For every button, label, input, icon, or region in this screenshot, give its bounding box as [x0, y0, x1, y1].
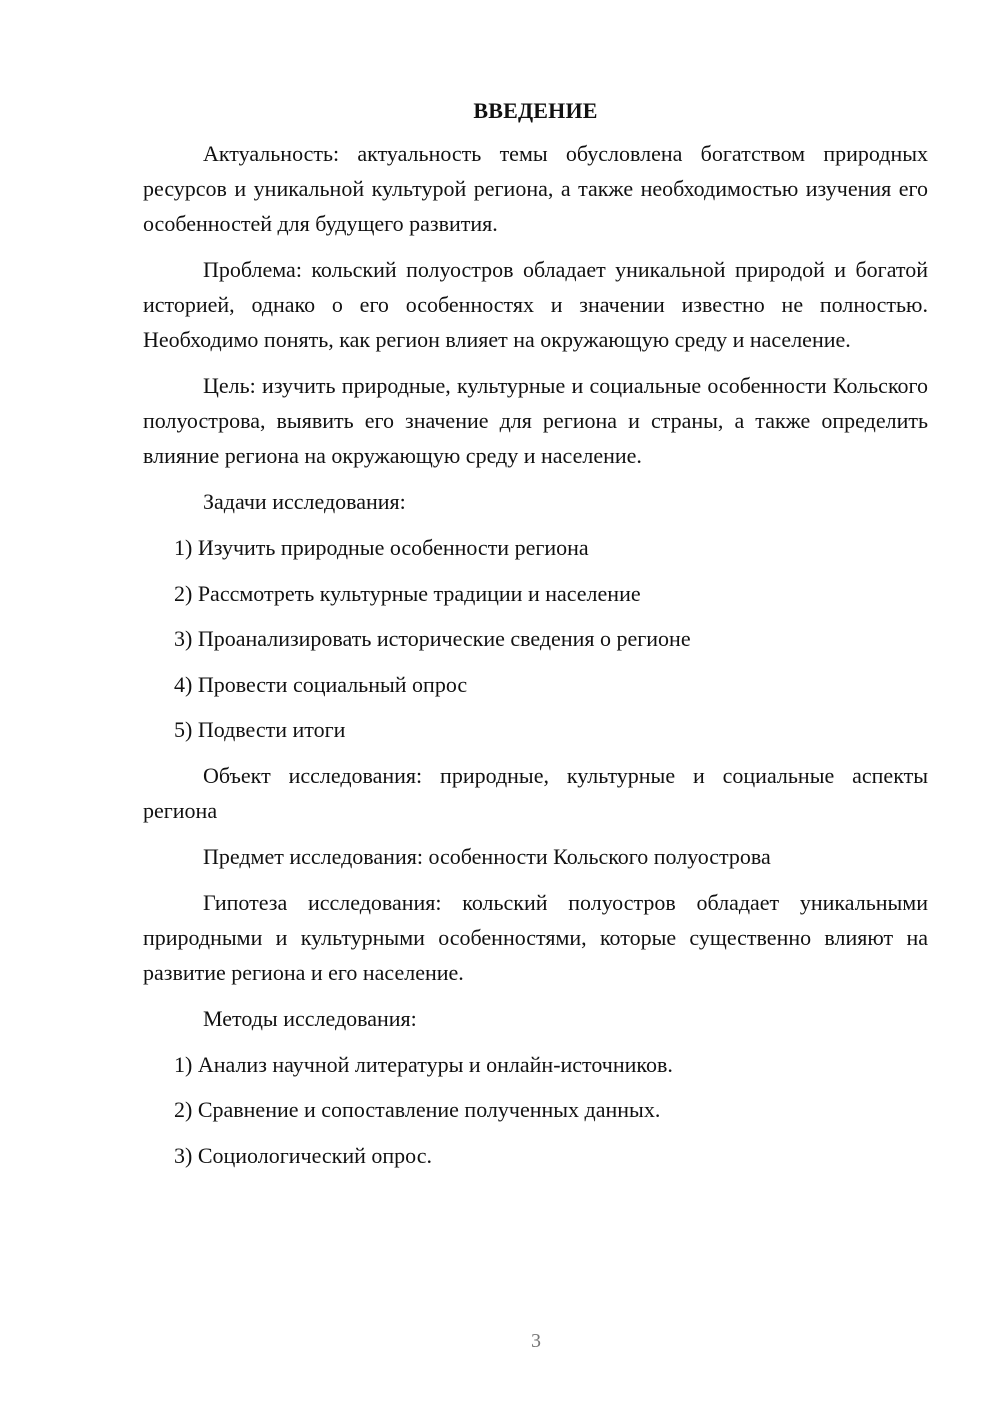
list-item: 1) Анализ научной литературы и онлайн-источников. [174, 1051, 673, 1077]
problem-paragraph: Проблема: кольский полуостров обладает уникальной природой и богатой историей, однако о его особенностях и значении известно не полностью. Необходимо понять, как регион влияет на окружающую среду и население. [143, 257, 928, 352]
methods-list [143, 1047, 928, 1173]
list-item: 1) Изучить природные особенности региона [174, 535, 589, 560]
goal-paragraph: Цель: изучить природные, культурные и социальные особенности Кольского полуострова, выявить его значение для региона и страны, а также определить влияние региона на окружающую среду и население. [143, 373, 928, 468]
list-item: 3) Проанализировать исторические сведения о регионе [174, 626, 691, 651]
list-item: 4) Провести социальный опрос [174, 671, 468, 697]
section-title: ВВЕДЕНИЕ [473, 98, 598, 123]
relevance-paragraph: Актуальность: актуальность темы обусловлена богатством природных ресурсов и уникальной культурой региона, а также необходимостью изучения его особенностей для будущего развития. [143, 141, 928, 236]
list-item: 2) Рассмотреть культурные традиции и население [174, 580, 641, 606]
methods-heading: Методы исследования: [203, 1005, 417, 1031]
list-item: 3) Социологический опрос. [174, 1142, 432, 1168]
hypothesis-paragraph: Гипотеза исследования: кольский полуостров обладает уникальными природными и культурными особенностями, которые существенно влияют на развитие региона и его население. [143, 889, 928, 985]
tasks-list [143, 530, 928, 747]
page-number: 3 [531, 1330, 541, 1352]
subject-paragraph: Предмет исследования: особенности Кольского полуострова [203, 843, 771, 869]
object-paragraph: Объект исследования: природные, культурные и социальные аспекты региона [143, 762, 928, 823]
list-item: 5) Подвести итоги [174, 717, 346, 742]
document-page [143, 96, 928, 1183]
tasks-heading: Задачи исследования: [203, 489, 406, 514]
list-item: 2) Сравнение и сопоставление полученных данных. [174, 1097, 661, 1122]
